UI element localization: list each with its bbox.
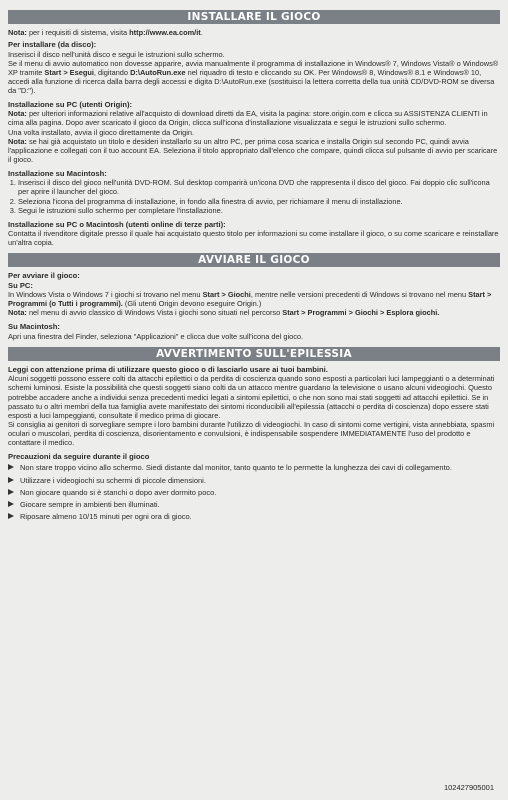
launch-heading: Per avviare il gioco: xyxy=(8,271,80,281)
third-party-heading: Installazione su PC o Macintosh (utenti online di terze parti): xyxy=(8,219,226,229)
origin-note-2: Nota: se hai già acquistato un titolo e desideri installarlo su un altro PC, per prima cosa scarica e installa Origin sul secondo PC, quindi avvia l'applicazione e collegati con il tuo account EA. Seleziona il titolo appropriato dall'elenco che compare, quindi clicca sul pulsante di avvio per scaricare il gioco. xyxy=(8,136,498,164)
bullet-triangle-icon xyxy=(8,501,14,507)
manual-page xyxy=(8,10,500,524)
launch-mac-label: Su Macintosh: xyxy=(8,322,60,332)
launch-pc-note: Nota: nel menu di avvio classico di Windows Vista i giochi sono situati nel percorso Start > Programmi > Giochi > Esplora giochi. xyxy=(8,308,440,318)
launch-pc-label: Su PC: xyxy=(8,280,33,290)
precaution-item: Non stare troppo vicino allo schermo. Siedi distante dal monitor, tanto quanto te lo permette la lunghezza dei cavi di collegamento. xyxy=(8,463,500,472)
install-banner: INSTALLARE IL GIOCO xyxy=(8,10,500,24)
precaution-item: Giocare sempre in ambienti ben illuminati. xyxy=(8,500,500,509)
epilepsy-banner: AVVERTIMENTO SULL'EPILESSIA xyxy=(8,347,500,361)
origin-line: Una volta installato, avvia il gioco direttamente da Origin. xyxy=(8,127,195,137)
precaution-item: Riposare almeno 10/15 minuti per ogni ora di gioco. xyxy=(8,512,500,521)
mac-install-heading: Installazione su Macintosh: xyxy=(8,168,107,178)
mac-step: 3. Segui le istruzioni sullo schermo per completare l'installazione. xyxy=(18,206,500,215)
requirements-note: Nota: per i requisiti di sistema, visita http://www.ea.com/it. xyxy=(8,28,203,37)
disc-paragraph-2: Se il menu di avvio automatico non dovesse apparire, avvia manualmente il programma di installazione in Windows® 7, Windows Vista® o Windows® XP tramite Start > Esegui, digitando D:\AutoRun.exe nel riquadro di testo e cliccando su OK. Per Windows® 8, Windows® 8.1 e Windows® 10, accedi alla funzione di ricerca dalla barra degli accessi e digita D:\AutoRun.exe (sostituisci la lettera corretta della tua unità CD/DVD-ROM se diversa da "D:"). xyxy=(8,58,499,95)
precautions-heading: Precauzioni da seguire durante il gioco xyxy=(8,452,150,462)
ea-link[interactable]: http://www.ea.com/it xyxy=(129,28,201,37)
mac-step: 1. Inserisci il disco del gioco nell'unità DVD-ROM. Sul desktop comparirà un'icona DVD che rappresenta il disco del gioco. Fai doppio clic sull'icona per aprire il launcher del gioco. xyxy=(18,178,500,196)
precaution-item: Utilizzare i videogiochi su schermi di piccole dimensioni. xyxy=(8,476,500,485)
origin-note-1: Nota: per ulteriori informazioni relative all'acquisto di download diretti da EA, visita la pagina: store.origin.com e clicca su ASSISTENZA CLIENTI in cima alla pagina. Dopo aver scaricato il gioco da Origin, clicca sull'icona d'installazione visualizzata e segui le istruzioni sullo schermo. xyxy=(8,109,488,128)
precaution-item: Non giocare quando si è stanchi o dopo aver dormito poco. xyxy=(8,488,500,497)
disc-paragraph-1: Inserisci il disco nell'unità disco e segui le istruzioni sullo schermo. xyxy=(8,49,225,59)
bullet-triangle-icon xyxy=(8,477,14,483)
bullet-triangle-icon xyxy=(8,464,14,470)
launch-pc-text: In Windows Vista o Windows 7 i giochi si trovano nel menu Start > Giochi, mentre nelle versioni precedenti di Windows si trovano nel menu Start > Programmi (o Tutti i programmi). (Gli utenti Origin devono eseguire Origin.) xyxy=(8,290,492,309)
mac-install-steps xyxy=(8,178,500,214)
third-party-text: Contatta il rivenditore digitale presso il quale hai acquistato questo titolo per informazioni su come installare il gioco, o su come scaricare e reinstallare un'altra copia. xyxy=(8,229,499,248)
precautions-list xyxy=(8,463,500,521)
launch-mac-text: Apri una finestra del Finder, seleziona "Applicazioni" e clicca due volte sull'icona del gioco. xyxy=(8,331,304,341)
bullet-triangle-icon xyxy=(8,489,14,495)
product-code: 102427905001 xyxy=(443,783,494,792)
epilepsy-paragraph-1: Alcuni soggetti possono essere colti da attacchi epilettici o da perdita di coscienza quando sono esposti a particolari luci lampeggianti o a determinati schemi luminosi. Esiste la possibilità che questi soggetti siano colti da un attacco mentre guardano la televisione o usano alcuni videogiochi. Questo potrebbe accadere anche a individui senza precedenti medici legati a sintomi epilettici, o che non sono mai stati soggetti ad attacchi epilettici. Se in passato tu o altri membri della tua famiglia avete manifestato dei sintomi riconducibili all'epilessia (attacchi o perdita di coscienza) dopo essere stati esposti a luci lampeggianti, consultate il medico prima di giocare. xyxy=(8,374,495,420)
launch-banner: AVVIARE IL GIOCO xyxy=(8,253,500,267)
origin-heading: Installazione su PC (utenti Origin): xyxy=(8,99,133,109)
epilepsy-heading: Leggi con attenzione prima di utilizzare questo gioco o di lasciarlo usare ai tuoi bambini. xyxy=(8,364,328,374)
epilepsy-paragraph-2: Si consiglia ai genitori di sorvegliare sempre i loro bambini durante l'utilizzo di videogiochi. In caso di sintomi come vertigini, vista annebbiata, spasmi oculari o muscolari, perdita di coscienza, disorientamento e convulsioni, è indispensabile sospendere IMMEDIATAMENTE l'uso del prodotto e contattare il medico. xyxy=(8,419,495,447)
disc-heading: Per installare (da disco): xyxy=(8,40,97,50)
mac-step: 2. Seleziona l'icona del programma di installazione, in fondo alla finestra di avvio, per richiamare il menu di installazione. xyxy=(18,197,500,206)
bullet-triangle-icon xyxy=(8,513,14,519)
